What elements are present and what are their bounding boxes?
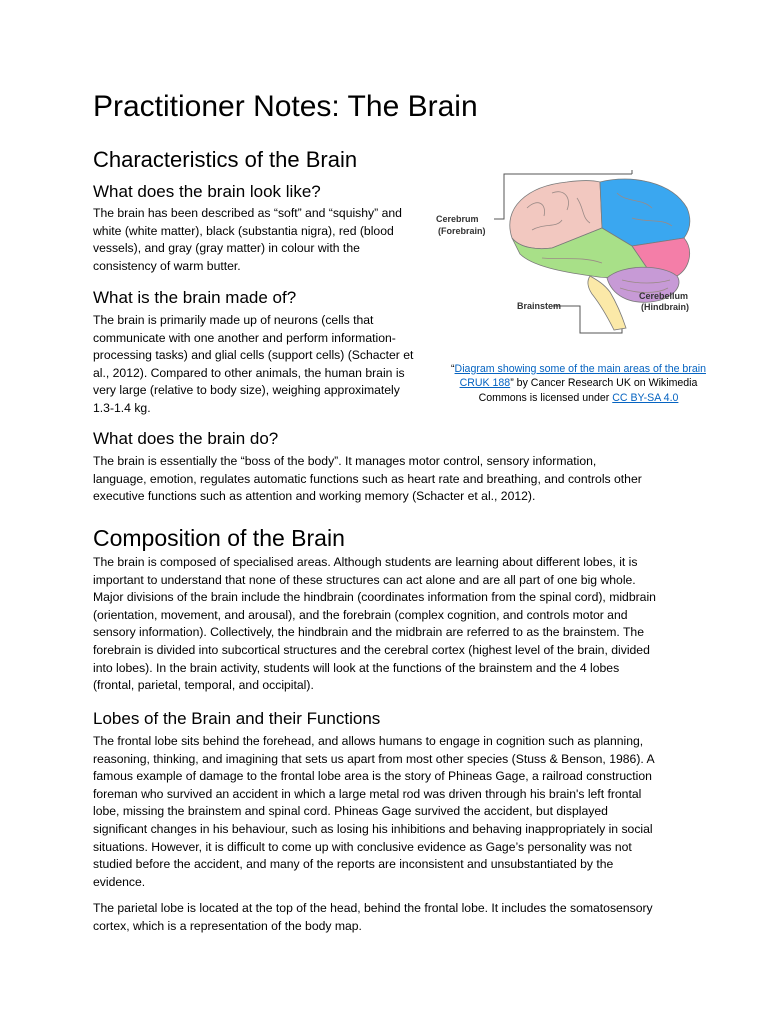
paragraph-made-of: The brain is primarily made up of neurons (cells that communicate with one another and perform information- processing tasks) and glial cells (support cells) (Schacter et al., 2012). Compared to other animals, the human brain is very large (relative to body size), weighing approximately 1.3-1.4 kg. <box>93 313 414 415</box>
cerebrum-label: Cerebrum <box>436 214 479 224</box>
forebrain-label: (Forebrain) <box>438 226 486 236</box>
license-link[interactable]: CC BY-SA 4.0 <box>612 391 679 404</box>
paragraph-look: The brain has been described as “soft” and “squishy” and white (white matter), black (substantia nigra), red (blood vessels), and gray (gray matter) in colour with the consistency of warm butter. <box>93 206 402 273</box>
paragraph-frontal-lobe: The frontal lobe sits behind the forehead, and allows humans to engage in cognition such as planning, reasoning, thinking, and imagining that sets us apart from most other species (Stuss & Benson, 1986). A famous example of damage to the frontal lobe area is the story of Phineas Gage, a railroad construction foreman who survived an accident in which a large metal rod was driven through his brain's left frontal lobe, missing the brainstem and spinal cord. Phineas Gage survived the accident, but displayed significant changes in his behaviour, such as losing his inhibitions and behaving inappropriately in social situations. However, it is difficult to come up with conclusive evidence as Gage’s personality was not studied before the accident, and many of the reports are inconsistent and unsubstantiated by the evidence. <box>93 734 654 889</box>
brain-diagram-image <box>432 168 722 348</box>
figure-caption <box>436 362 721 406</box>
paragraph-parietal-lobe: The parietal lobe is located at the top of the head, behind the frontal lobe. It includes the somatosensory cortex, which is a representation of the body map. <box>93 901 653 933</box>
diagram-source-link[interactable]: Diagram showing some of the main areas of the brain CRUK 188 <box>454 362 706 390</box>
page-title: Practitioner Notes: The Brain <box>93 90 478 123</box>
caption-open-quote: “ <box>451 362 455 375</box>
paragraph-composition: The brain is composed of specialised areas. Although students are learning about different lobes, it is important to understand that none of these structures can act alone and are all part of one big whole. Major divisions of the brain include the hindbrain (coordinates information from the spinal cord), midbrain (orientation, movement, and arousal), and the forebrain (complex cognition, and controls motor and sensory information). Collectively, the hindbrain and the midbrain are referred to as the brainstem. The forebrain is divided into subcortical structures and the cerebral cortex (highest level of the brain, divided into lobes). In the brain activity, students will look at the functions of the brainstem and the 4 lobes (frontal, parietal, temporal, and occipital). <box>93 555 656 693</box>
brainstem-label: Brainstem <box>517 301 562 311</box>
subheading-what-it-does: What does the brain do? <box>93 429 279 448</box>
subheading-made-of: What is the brain made of? <box>93 288 297 307</box>
subheading-look: What does the brain look like? <box>93 182 321 201</box>
paragraph-what-it-does: The brain is essentially the “boss of the body”. It manages motor control, sensory information, language, emotion, regulates automatic functions such as heart rate and breathing, and controls other executive functions such as attention and working memory (Schacter et al., 2012). <box>93 454 642 504</box>
caption-attribution: ” by Cancer Research UK on Wikimedia Commons is licensed under <box>478 377 698 404</box>
brain-diagram <box>432 168 722 348</box>
cerebellum-label: Cerebellum <box>639 291 689 301</box>
section-heading-composition: Composition of the Brain <box>93 525 345 551</box>
subheading-lobes: Lobes of the Brain and their Functions <box>93 709 381 728</box>
hindbrain-label: (Hindbrain) <box>641 302 689 312</box>
section-heading-characteristics: Characteristics of the Brain <box>93 147 358 172</box>
